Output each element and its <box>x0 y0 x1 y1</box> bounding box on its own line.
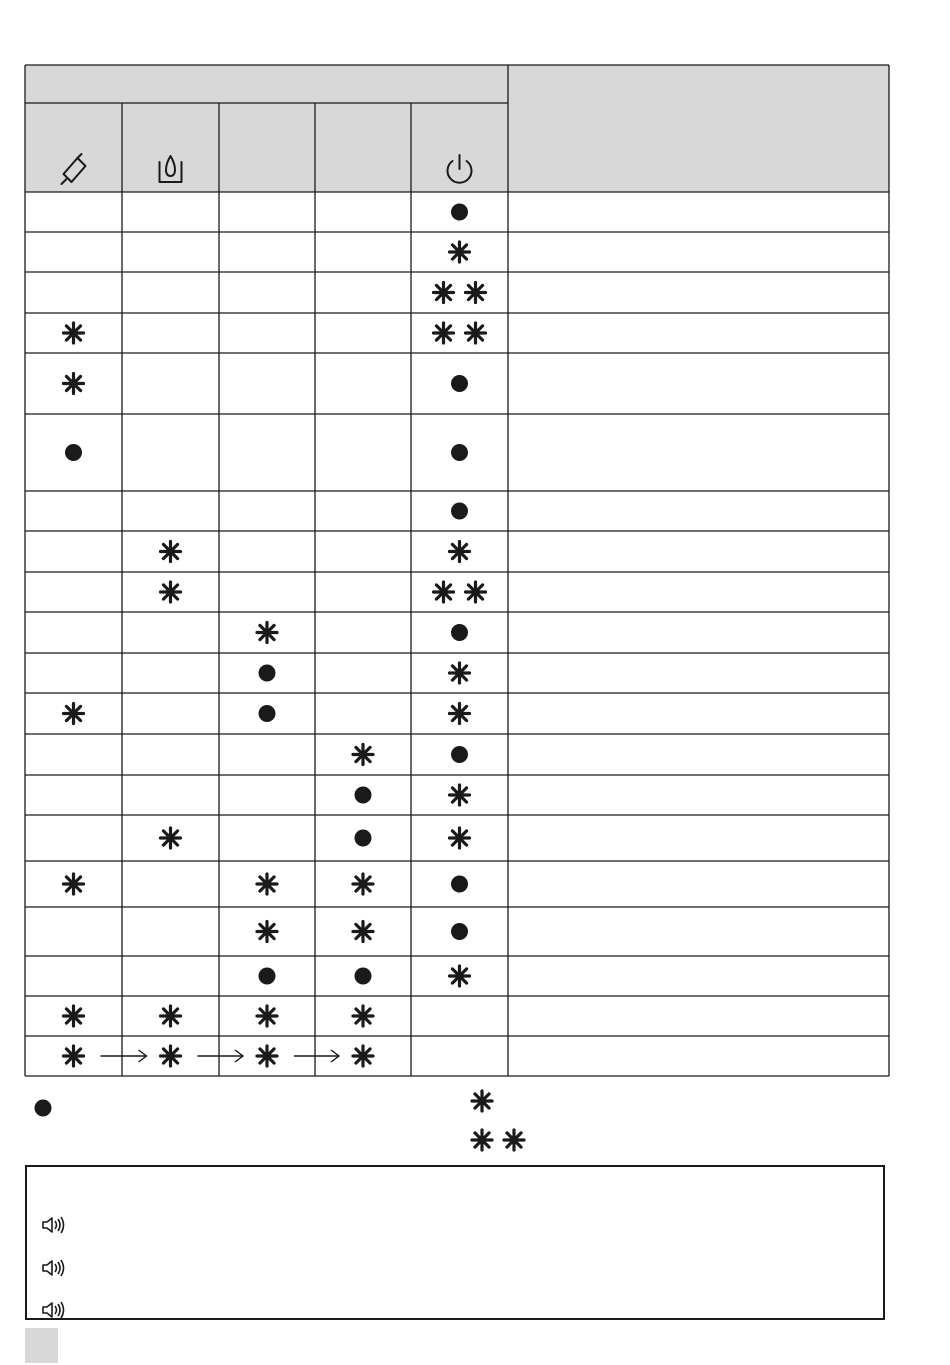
table-row <box>64 323 486 343</box>
blinking-indicator-icon <box>472 1130 492 1150</box>
table-row <box>161 582 486 602</box>
table-row <box>65 444 468 461</box>
blinking-indicator-icon <box>450 663 470 683</box>
fast-blinking-indicator-icon <box>434 323 486 343</box>
legend-steady-icon <box>35 1100 52 1117</box>
steady-indicator-icon <box>451 923 468 940</box>
table-row <box>451 204 468 221</box>
table-row <box>450 242 470 262</box>
symbol-legend <box>35 1091 525 1150</box>
table-row <box>451 503 468 520</box>
blinking-indicator-icon <box>64 874 84 894</box>
blinking-indicator-icon <box>161 828 181 848</box>
sequence-arrow <box>101 1050 147 1062</box>
steady-indicator-icon <box>451 503 468 520</box>
blinking-indicator-icon <box>353 745 373 765</box>
fast-blinking-indicator-icon <box>434 582 486 602</box>
table-row <box>64 1006 374 1026</box>
sound-icon <box>41 1258 67 1278</box>
blinking-indicator-icon <box>504 1130 524 1150</box>
blinking-indicator-icon <box>64 374 84 394</box>
blinking-indicator-icon <box>161 582 181 602</box>
blinking-indicator-icon <box>353 922 373 942</box>
blinking-indicator-icon <box>450 704 470 724</box>
blinking-indicator-icon <box>434 582 454 602</box>
blinking-indicator-icon <box>450 785 470 805</box>
legend-blinking-icon <box>472 1091 492 1111</box>
steady-indicator-icon <box>355 787 372 804</box>
sound-icon <box>41 1300 67 1320</box>
table-row <box>257 922 468 942</box>
blinking-indicator-icon <box>466 283 486 303</box>
blinking-indicator-icon <box>64 1006 84 1026</box>
steady-indicator-icon <box>355 968 372 985</box>
blinking-indicator-icon <box>257 922 277 942</box>
blinking-indicator-icon <box>466 582 486 602</box>
table-row <box>259 663 470 683</box>
page-tab <box>25 1328 58 1363</box>
table-row <box>259 966 470 986</box>
steady-indicator-icon <box>451 444 468 461</box>
steady-indicator-icon <box>355 830 372 847</box>
steady-indicator-icon <box>259 705 276 722</box>
table-header-bg <box>25 65 889 192</box>
steady-indicator-icon <box>259 968 276 985</box>
blinking-indicator-icon <box>64 323 84 343</box>
blinking-indicator-icon <box>353 1046 373 1066</box>
sound-icon <box>41 1215 67 1235</box>
steady-indicator-icon <box>451 746 468 763</box>
blinking-indicator-icon <box>434 323 454 343</box>
table-row <box>434 283 486 303</box>
blinking-indicator-icon <box>466 323 486 343</box>
blinking-indicator-icon <box>161 542 181 562</box>
table-row <box>64 704 470 724</box>
steady-indicator-icon <box>451 204 468 221</box>
blinking-indicator-icon <box>257 1006 277 1026</box>
blinking-indicator-icon <box>353 874 373 894</box>
steady-indicator-icon <box>451 375 468 392</box>
blinking-indicator-icon <box>257 874 277 894</box>
steady-indicator-icon <box>259 665 276 682</box>
blinking-indicator-icon <box>450 542 470 562</box>
table-row <box>355 785 470 805</box>
blinking-indicator-icon <box>257 1046 277 1066</box>
table-row <box>64 874 469 894</box>
steady-indicator-icon <box>65 444 82 461</box>
blinking-indicator-icon <box>64 704 84 724</box>
blinking-indicator-icon <box>353 1006 373 1026</box>
blinking-indicator-icon <box>450 966 470 986</box>
legend-fast-blinking-icon <box>472 1130 524 1150</box>
sequence-arrow <box>294 1050 339 1062</box>
blinking-indicator-icon <box>450 242 470 262</box>
table-row <box>64 374 469 394</box>
blinking-indicator-icon <box>64 1046 84 1066</box>
table-row <box>64 1046 374 1066</box>
blinking-indicator-icon <box>257 623 277 643</box>
fast-blinking-indicator-icon <box>434 283 486 303</box>
blinking-indicator-icon <box>434 283 454 303</box>
steady-indicator-icon <box>451 624 468 641</box>
blinking-indicator-icon <box>161 1046 181 1066</box>
blinking-indicator-icon <box>161 1006 181 1026</box>
table-row <box>257 623 468 643</box>
steady-indicator-icon <box>451 876 468 893</box>
blinking-indicator-icon <box>450 828 470 848</box>
notes-box <box>25 1165 885 1320</box>
table-rows <box>64 204 486 1067</box>
sequence-arrow <box>198 1050 244 1062</box>
